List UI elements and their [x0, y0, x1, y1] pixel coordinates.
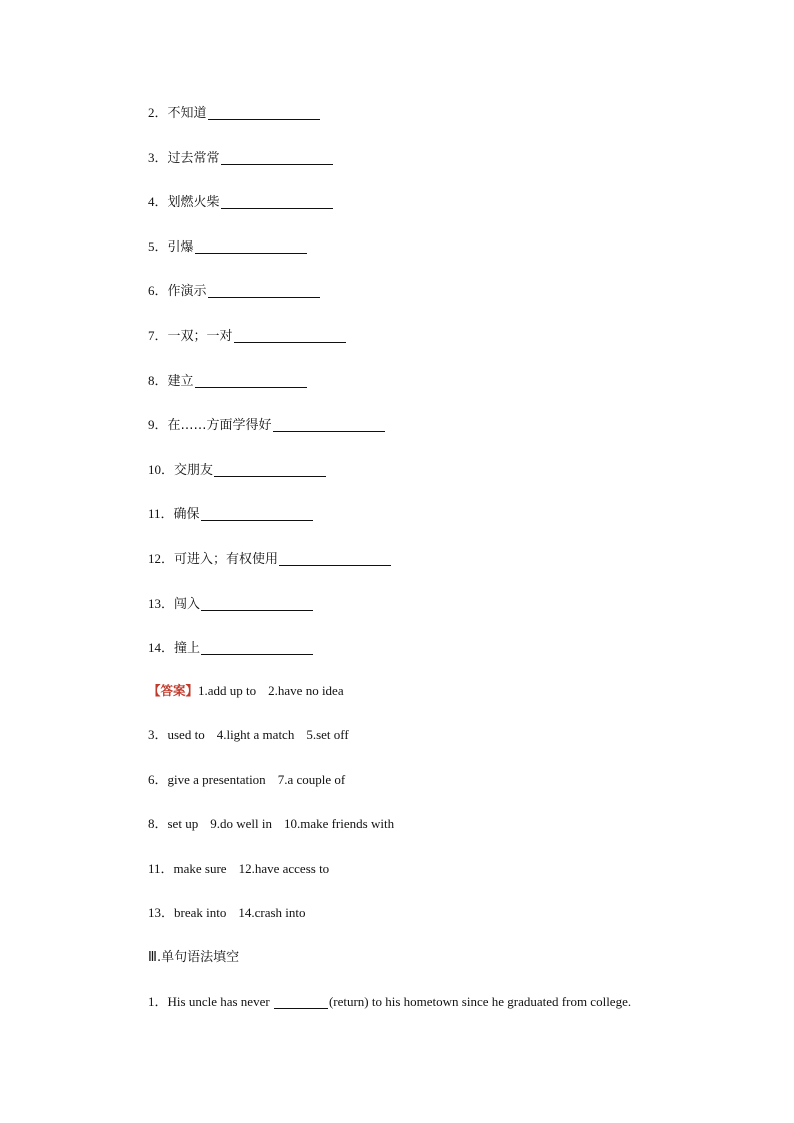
answer-item: 13．break into [148, 905, 227, 920]
vocab-item [148, 371, 307, 391]
answer-line-2 [148, 725, 349, 745]
vocab-answer-blank[interactable] [279, 551, 391, 566]
vocab-number: 5． [148, 239, 168, 254]
vocab-number: 7． [148, 328, 168, 343]
vocab-item [148, 638, 313, 658]
vocab-number: 3． [148, 150, 168, 165]
vocab-item [148, 103, 320, 123]
vocab-number: 2． [148, 105, 168, 120]
vocab-chinese: 引爆 [167, 240, 194, 255]
vocab-chinese: 建立 [167, 374, 194, 389]
vocab-item [148, 460, 326, 480]
vocab-number: 12． [148, 551, 175, 566]
exercise-1 [148, 992, 631, 1012]
vocab-chinese: 不知道 [167, 106, 207, 121]
vocab-answer-blank[interactable] [201, 596, 313, 611]
answer-item: 14.crash into [238, 905, 306, 920]
vocab-item [148, 549, 391, 569]
vocab-chinese: 可进入；有权使用 [174, 552, 279, 567]
exercise-text-after: to his hometown since he graduated from college. [368, 994, 632, 1009]
vocab-number: 6． [148, 283, 168, 298]
exercise-hint: (return) [328, 994, 369, 1009]
answer-line-3 [148, 770, 345, 790]
vocab-answer-blank[interactable] [221, 194, 333, 209]
answer-item: 6．give a presentation [148, 772, 266, 787]
answer-item: 2.have no idea [268, 683, 344, 698]
vocab-answer-blank[interactable] [221, 150, 333, 165]
vocab-chinese: 一双；一对 [167, 329, 233, 344]
exercise-number: 1． [148, 994, 168, 1009]
vocab-number: 11． [148, 506, 174, 521]
answer-line-5 [148, 859, 329, 879]
answer-blank[interactable] [274, 994, 328, 1009]
vocab-chinese: 确保 [173, 507, 200, 522]
vocab-answer-blank[interactable] [201, 640, 313, 655]
vocab-item [148, 594, 313, 614]
vocab-answer-blank[interactable] [214, 462, 326, 477]
answer-item: 10.make friends with [283, 816, 395, 831]
answer-item: 7.a couple of [277, 772, 346, 787]
answer-item: 4.light a match [216, 727, 295, 742]
answer-line-6 [148, 903, 306, 923]
answer-item: 8．set up [148, 816, 199, 831]
vocab-item [148, 504, 313, 524]
answer-item: 9.do well in [210, 816, 272, 831]
vocab-number: 9． [148, 417, 168, 432]
vocab-answer-blank[interactable] [201, 506, 313, 521]
vocab-answer-blank[interactable] [208, 105, 320, 120]
vocab-answer-blank[interactable] [208, 283, 320, 298]
vocab-number: 13． [148, 596, 175, 611]
answer-item: 5.set off [306, 727, 349, 742]
vocab-item [148, 326, 346, 346]
answer-item: 11．make sure [148, 861, 227, 876]
vocab-answer-blank[interactable] [195, 373, 307, 388]
vocab-item [148, 237, 307, 257]
answer-tag: 【答案】 [148, 684, 199, 698]
vocab-number: 8． [148, 373, 168, 388]
vocab-item [148, 281, 320, 301]
vocab-answer-blank[interactable] [273, 417, 385, 432]
vocab-chinese: 交朋友 [174, 463, 214, 478]
vocab-chinese: 过去常常 [167, 151, 220, 166]
section-title: Ⅲ.单句语法填空 [148, 950, 240, 965]
answer-line-4 [148, 814, 394, 834]
vocab-number: 14． [148, 640, 175, 655]
answer-item: 1.add up to [198, 683, 257, 698]
answer-item: 12.have access to [238, 861, 330, 876]
vocab-item [148, 148, 333, 168]
answer-item: 3．used to [148, 727, 205, 742]
vocab-answer-blank[interactable] [234, 328, 346, 343]
vocab-number: 4． [148, 194, 168, 209]
vocab-chinese: 撞上 [174, 641, 201, 656]
vocab-answer-blank[interactable] [195, 239, 307, 254]
vocab-item [148, 415, 385, 435]
exercise-text-before: His uncle has never [167, 994, 273, 1009]
vocab-chinese: 闯入 [174, 597, 201, 612]
vocab-chinese: 划燃火柴 [167, 195, 220, 210]
vocab-chinese: 作演示 [167, 284, 207, 299]
vocab-number: 10． [148, 462, 175, 477]
answer-line-1 [148, 681, 344, 701]
vocab-chinese: 在……方面学得好 [167, 418, 272, 433]
vocab-item [148, 192, 333, 212]
